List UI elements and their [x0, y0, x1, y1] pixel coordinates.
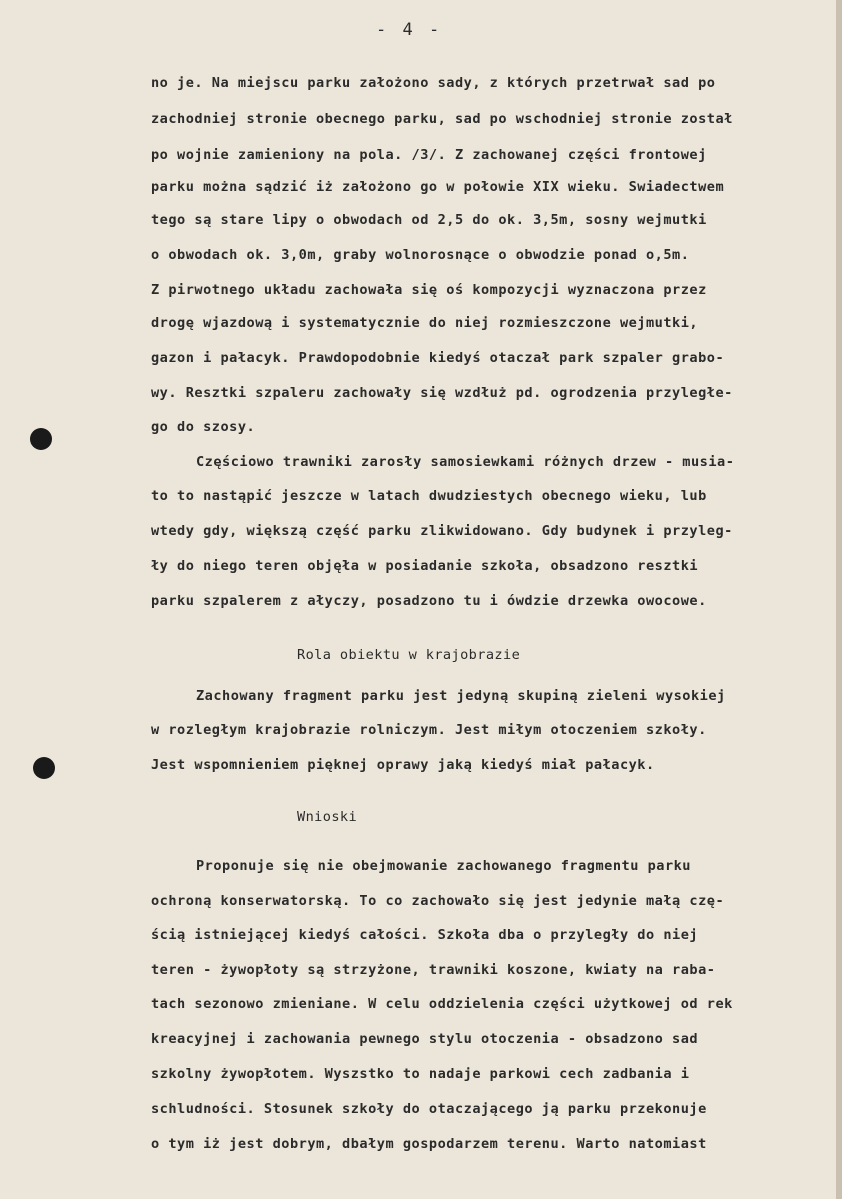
paragraph-1-line: o obwodach ok. 3,0m, graby wolnorosnące o obwodzie ponad o,5m.: [151, 247, 690, 263]
paragraph-1-line: parku można sądzić iż założono go w połowie XIX wieku. Swiadectwem: [151, 179, 725, 195]
paragraph-3-line: w rozległym krajobrazie rolniczym. Jest miłym otoczeniem szkoły.: [151, 722, 707, 738]
paragraph-2-line: Częściowo trawniki zarosły samosiewkami różnych drzew - musia-: [196, 454, 735, 470]
paragraph-1-line: zachodniej stronie obecnego parku, sad po wschodniej stronie został: [151, 111, 733, 127]
paragraph-3-line: Jest wspomnieniem pięknej oprawy jaką kiedyś miał pałacyk.: [151, 757, 655, 773]
paragraph-1-line: wy. Resztki szpaleru zachowały się wzdłuż pd. ogrodzenia przyległe-: [151, 385, 733, 401]
paragraph-4-line: tach sezonowo zmieniane. W celu oddzielenia części użytkowej od rek: [151, 996, 733, 1012]
paragraph-4-line: szkolny żywopłotem. Wyszstko to nadaje parkowi cech zadbania i: [151, 1066, 690, 1082]
punch-hole-bottom: [33, 757, 55, 779]
page-number: - 4 -: [376, 20, 443, 40]
punch-hole-top: [30, 428, 52, 450]
paragraph-3-line: Zachowany fragment parku jest jedyną skupiną zieleni wysokiej: [196, 688, 726, 704]
section-heading-role: Rola obiektu w krajobrazie: [297, 647, 521, 663]
paragraph-4-line: o tym iż jest dobrym, dbałym gospodarzem terenu. Warto natomiast: [151, 1136, 707, 1152]
paragraph-1-line: go do szosy.: [151, 419, 256, 435]
paragraph-1-line: drogę wjazdową i systematycznie do niej rozmieszczone wejmutki,: [151, 315, 699, 331]
section-heading-conclusions: Wnioski: [297, 809, 358, 825]
paragraph-1-line: tego są stare lipy o obwodach od 2,5 do ok. 3,5m, sosny wejmutki: [151, 212, 707, 228]
paragraph-1-line: po wojnie zamieniony na pola. /3/. Z zachowanej części frontowej: [151, 147, 707, 163]
paragraph-4-line: schludności. Stosunek szkoły do otaczającego ją parku przekonuje: [151, 1101, 707, 1117]
paragraph-2-line: parku szpalerem z ałyczy, posadzono tu i ówdzie drzewka owocowe.: [151, 593, 707, 609]
paragraph-4-line: teren - żywopłoty są strzyżone, trawniki koszone, kwiaty na raba-: [151, 962, 716, 978]
paragraph-4-line: ochroną konserwatorską. To co zachowało się jest jedynie małą czę-: [151, 893, 725, 909]
paragraph-2-line: wtedy gdy, większą część parku zlikwidowano. Gdy budynek i przyleg-: [151, 523, 733, 539]
paragraph-1-line: Z pirwotnego układu zachowała się oś kompozycji wyznaczona przez: [151, 282, 707, 298]
paragraph-4-line: kreacyjnej i zachowania pewnego stylu otoczenia - obsadzono sad: [151, 1031, 699, 1047]
paragraph-2-line: to to nastąpić jeszcze w latach dwudziestych obecnego wieku, lub: [151, 488, 707, 504]
paragraph-1-line: gazon i pałacyk. Prawdopodobnie kiedyś otaczał park szpaler grabo-: [151, 350, 725, 366]
paragraph-4-line: ścią istniejącej kiedyś całości. Szkoła dba o przyległy do niej: [151, 927, 699, 943]
paragraph-2-line: ły do niego teren objęła w posiadanie szkoła, obsadzono resztki: [151, 558, 699, 574]
paragraph-4-line: Proponuje się nie obejmowanie zachowanego fragmentu parku: [196, 858, 691, 874]
paragraph-1-line: no je. Na miejscu parku założono sady, z których przetrwał sad po: [151, 75, 716, 91]
